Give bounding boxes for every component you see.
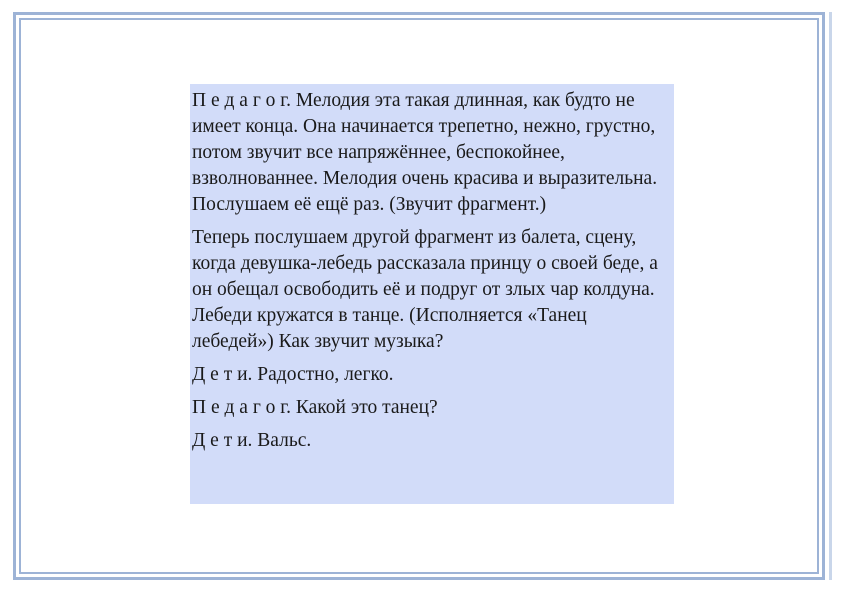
paragraph-text: Радостно, легко. <box>252 364 394 385</box>
frame-shadow <box>829 12 832 580</box>
paragraph-text: Вальс. <box>252 430 312 451</box>
paragraph-children-2 <box>192 428 672 454</box>
paragraph-text: Теперь послушаем другой фрагмент из балета, сцену, когда девушка-лебедь рассказала принцу о своей беде, а он обещал освободить её и подруг от злых чар колдуна. Лебеди кружатся в танце. (Исполняется «Танец лебедей») Как звучит музыка? <box>192 227 658 352</box>
speaker-label: П е д а г о г. <box>192 397 291 418</box>
paragraph-text: Какой это танец? <box>291 397 438 418</box>
speaker-label: Д е т и. <box>192 430 253 451</box>
paragraph-teacher-1 <box>192 88 672 218</box>
paragraph-children-1 <box>192 362 672 388</box>
speaker-label: П е д а г о г. <box>192 90 291 111</box>
paragraph-teacher-3 <box>192 395 672 421</box>
speaker-label: Д е т и. <box>192 364 253 385</box>
paragraph-text: Мелодия эта такая длинная, как будто не имеет конца. Она начинается трепетно, нежно, грустно, потом звучит все напряжённее, беспокойнее, взволнованнее. Мелодия очень красива и выразительна. Послушаем её ещё раз. (Звучит фрагмент.) <box>192 90 658 215</box>
paragraph-teacher-2 <box>192 225 672 355</box>
text-box <box>190 84 674 504</box>
